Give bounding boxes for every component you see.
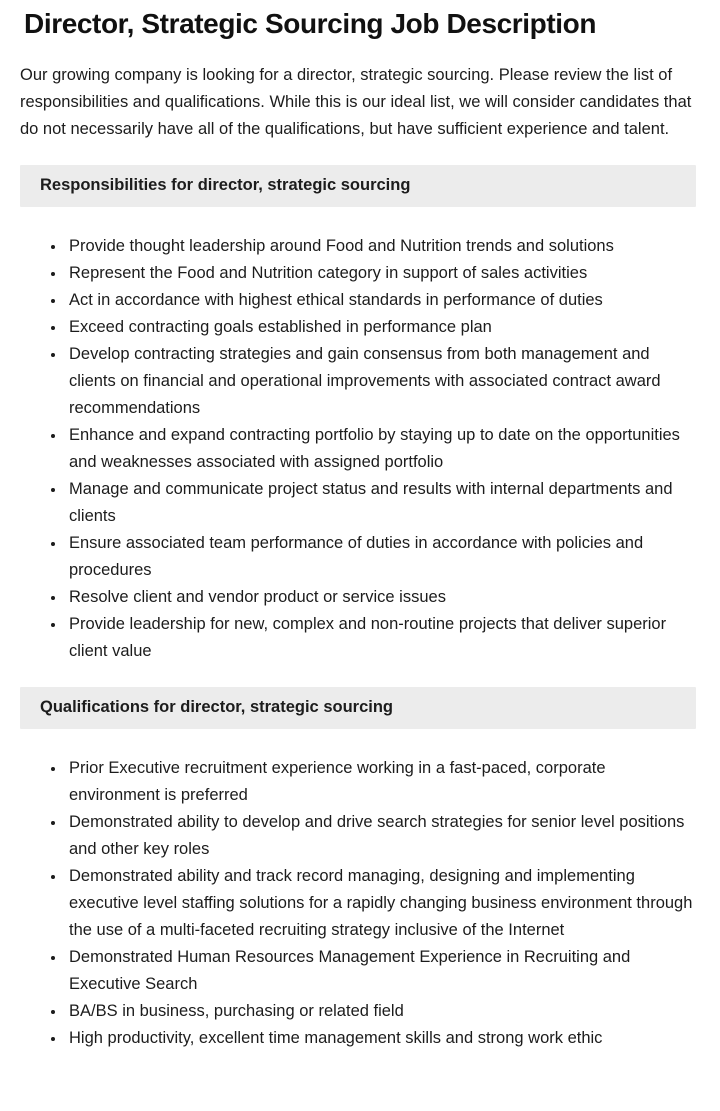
list-item: • Exceed contracting goals established in performance plan <box>66 314 696 341</box>
intro-paragraph: Our growing company is looking for a director, strategic sourcing. Please review the list of responsibilities and qualifications. While this is our ideal list, we will consider candidates that do not necessarily have all of the qualifications, but have sufficient experience and talent. <box>20 66 692 138</box>
list-item: • Demonstrated Human Resources Management Experience in Recruiting and Executive Search <box>66 944 696 998</box>
list-item: • Act in accordance with highest ethical standards in performance of duties <box>66 287 696 314</box>
list-item: • Develop contracting strategies and gain consensus from both management and clients on financial and operational improvements with associated contract award recommendations <box>66 341 696 422</box>
responsibilities-section-header: Responsibilities for director, strategic sourcing <box>20 165 696 207</box>
page-title: Director, Strategic Sourcing Job Description <box>24 8 597 39</box>
qualifications-section-header: Qualifications for director, strategic sourcing <box>20 687 696 729</box>
list-item: • Provide leadership for new, complex and non-routine projects that deliver superior client value <box>66 611 696 665</box>
list-item: • Provide thought leadership around Food and Nutrition trends and solutions <box>66 233 696 260</box>
list-item: • Demonstrated ability and track record managing, designing and implementing executive level staffing solutions for a rapidly changing business environment through the use of a multi-faceted recruiting strategy inclusive of the Internet <box>66 863 696 944</box>
responsibilities-section <box>20 165 696 665</box>
list-item: • Prior Executive recruitment experience working in a fast-paced, corporate environment is preferred <box>66 755 696 809</box>
qualifications-section <box>20 687 696 1052</box>
list-item: • Represent the Food and Nutrition category in support of sales activities <box>66 260 696 287</box>
list-item: • BA/BS in business, purchasing or related field <box>66 998 696 1025</box>
qualifications-list <box>20 755 696 1052</box>
list-item: • High productivity, excellent time management skills and strong work ethic <box>66 1025 696 1052</box>
list-item: • Enhance and expand contracting portfolio by staying up to date on the opportunities and weaknesses associated with assigned portfolio <box>66 422 696 476</box>
list-item: • Manage and communicate project status and results with internal departments and clients <box>66 476 696 530</box>
list-item: • Resolve client and vendor product or service issues <box>66 584 696 611</box>
list-item: • Demonstrated ability to develop and drive search strategies for senior level positions and other key roles <box>66 809 696 863</box>
list-item: • Ensure associated team performance of duties in accordance with policies and procedures <box>66 530 696 584</box>
responsibilities-list <box>20 233 696 665</box>
